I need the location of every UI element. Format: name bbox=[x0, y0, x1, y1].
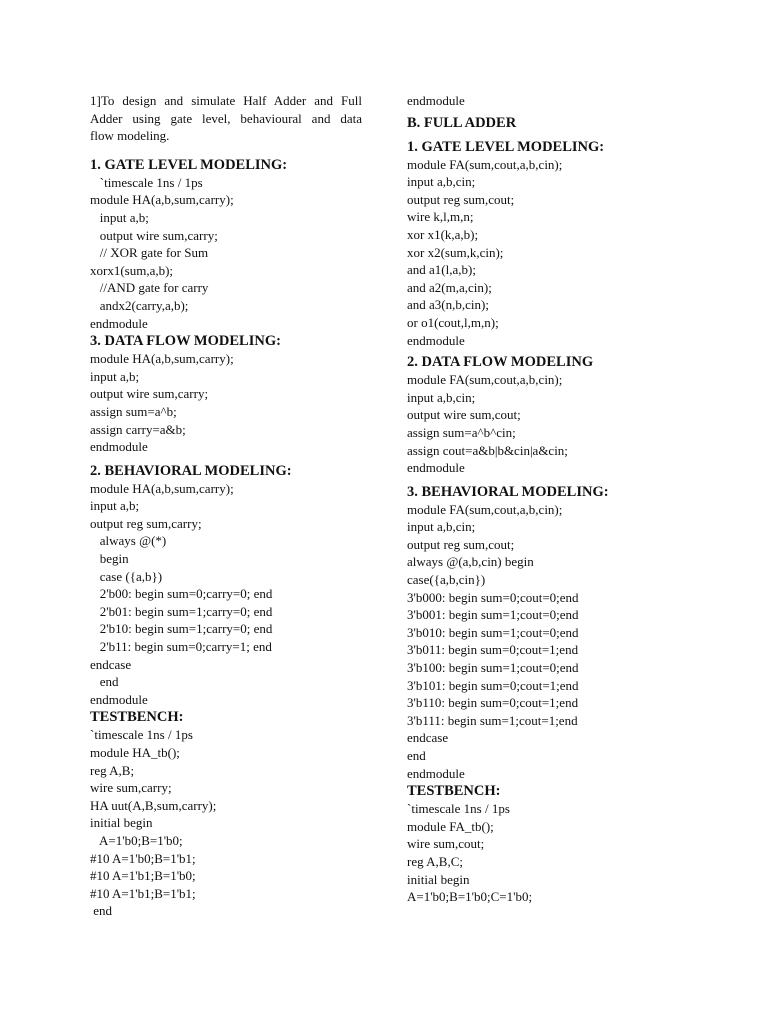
code-line: module HA(a,b,sum,carry); bbox=[90, 480, 234, 496]
ha-testbench-heading: TESTBENCH: bbox=[90, 709, 184, 726]
fa-gate-level-heading: 1. GATE LEVEL MODELING: bbox=[407, 138, 605, 155]
code-line: assign cout=a&b|b&cin|a&cin; bbox=[407, 442, 568, 458]
code-line: begin bbox=[90, 551, 129, 567]
code-line: endmodule bbox=[407, 765, 465, 781]
code-line: endcase bbox=[407, 730, 449, 746]
code-line: end bbox=[90, 674, 119, 690]
code-line: andx2(carry,a,b); bbox=[90, 297, 189, 313]
code-line: 2'b10: begin sum=1;carry=0; end bbox=[90, 621, 273, 637]
code-line: 3'b110: begin sum=0;cout=1;end bbox=[407, 695, 579, 711]
code-line: output reg sum,cout; bbox=[407, 191, 515, 207]
code-line: input a,b,cin; bbox=[407, 174, 476, 190]
code-line: wire sum,cout; bbox=[407, 836, 485, 852]
code-line: and a3(n,b,cin); bbox=[407, 297, 489, 313]
code-line: endmodule bbox=[90, 691, 148, 707]
code-line: input a,b; bbox=[90, 368, 140, 384]
code-line: module FA(sum,cout,a,b,cin); bbox=[407, 501, 563, 517]
code-line: case({a,b,cin}) bbox=[407, 572, 486, 588]
code-line: 3'b001: begin sum=1;cout=0;end bbox=[407, 607, 579, 623]
code-line: module HA_tb(); bbox=[90, 745, 180, 760]
code-line: xorx1(sum,a,b); bbox=[90, 262, 174, 278]
code-line: wire sum,carry; bbox=[90, 780, 172, 796]
code-line: module FA(sum,cout,a,b,cin); bbox=[407, 156, 563, 172]
code-line: output wire sum,cout; bbox=[407, 407, 521, 423]
fa-gate-level-code bbox=[407, 156, 707, 350]
code-line: reg A,B,C; bbox=[407, 853, 463, 869]
fa-behavioral-heading: 3. BEHAVIORAL MODELING: bbox=[407, 483, 609, 500]
code-line: always @(a,b,cin) begin bbox=[407, 554, 534, 570]
intro-line: Adder using gate level, behavioural and data bbox=[90, 110, 362, 126]
code-line: assign carry=a&b; bbox=[90, 421, 186, 437]
code-line: output wire sum,carry; bbox=[90, 386, 209, 402]
code-line: xor x2(sum,k,cin); bbox=[407, 244, 504, 260]
code-line: A=1'b0;B=1'b0;C=1'b0; bbox=[407, 889, 533, 905]
fa-testbench-heading: TESTBENCH: bbox=[407, 783, 501, 800]
fa-dataflow-code bbox=[407, 371, 707, 477]
code-line: 3'b000: begin sum=0;cout=0;end bbox=[407, 589, 579, 605]
code-line: output wire sum,carry; bbox=[90, 227, 218, 243]
code-line: 3'b111: begin sum=1;cout=1;end bbox=[407, 712, 578, 728]
ha-gate-level-code bbox=[90, 174, 362, 332]
code-line: #10 A=1'b1;B=1'b0; bbox=[90, 868, 196, 884]
fa-dataflow-heading: 2. DATA FLOW MODELING bbox=[407, 354, 594, 371]
code-line: or o1(cout,l,m,n); bbox=[407, 314, 499, 330]
ha-dataflow-heading: 3. DATA FLOW MODELING: bbox=[90, 333, 281, 350]
intro-line: flow modeling. bbox=[90, 128, 170, 144]
code-line: reg A,B; bbox=[90, 762, 135, 778]
ha-testbench-code bbox=[90, 726, 362, 920]
fa-testbench-code bbox=[407, 800, 707, 906]
code-line: end bbox=[407, 748, 426, 763]
code-line: HA uut(A,B,sum,carry); bbox=[90, 797, 217, 813]
code-line: #10 A=1'b0;B=1'b1; bbox=[90, 850, 196, 866]
code-line: module FA_tb(); bbox=[407, 818, 494, 834]
code-line: assign sum=a^b^cin; bbox=[407, 424, 516, 440]
code-line: //AND gate for carry bbox=[90, 280, 209, 296]
code-line: 2'b11: begin sum=0;carry=1; end bbox=[90, 639, 272, 655]
ha-behavioral-code bbox=[90, 480, 362, 709]
code-line: `timescale 1ns / 1ps bbox=[407, 801, 510, 817]
code-line: endmodule bbox=[407, 93, 465, 108]
code-line: input a,b; bbox=[90, 209, 149, 225]
code-line: always @(*) bbox=[90, 533, 167, 549]
code-line: initial begin bbox=[407, 871, 470, 887]
right-top-code bbox=[407, 92, 707, 110]
code-line: input a,b,cin; bbox=[407, 519, 476, 535]
code-line: 3'b101: begin sum=0;cout=1;end bbox=[407, 677, 579, 693]
code-line: assign sum=a^b; bbox=[90, 403, 177, 419]
ha-dataflow-code bbox=[90, 350, 362, 456]
code-line: A=1'b0;B=1'b0; bbox=[90, 832, 183, 848]
fa-behavioral-code bbox=[407, 501, 707, 783]
code-line: output reg sum,cout; bbox=[407, 536, 515, 552]
code-line: and a1(l,a,b); bbox=[407, 262, 476, 278]
code-line: endmodule bbox=[407, 460, 465, 476]
ha-behavioral-heading: 2. BEHAVIORAL MODELING: bbox=[90, 462, 292, 479]
code-line: input a,b,cin; bbox=[407, 389, 476, 405]
code-line: 2'b01: begin sum=1;carry=0; end bbox=[90, 603, 273, 619]
code-line: 3'b011: begin sum=0;cout=1;end bbox=[407, 642, 579, 658]
code-line: initial begin bbox=[90, 815, 153, 831]
left-column bbox=[90, 92, 362, 920]
code-line: module FA(sum,cout,a,b,cin); bbox=[407, 372, 563, 388]
code-line: output reg sum,carry; bbox=[90, 515, 202, 531]
code-line: module HA(a,b,sum,carry); bbox=[90, 192, 234, 208]
code-line: `timescale 1ns / 1ps bbox=[90, 727, 193, 743]
code-line: `timescale 1ns / 1ps bbox=[90, 174, 203, 190]
code-line: case ({a,b}) bbox=[90, 568, 163, 584]
ha-gate-level-heading: 1. GATE LEVEL MODELING: bbox=[90, 156, 288, 173]
code-line: 3'b100: begin sum=1;cout=0;end bbox=[407, 660, 579, 676]
code-line: endmodule bbox=[90, 315, 148, 331]
full-adder-section-title: B. FULL ADDER bbox=[407, 114, 517, 131]
code-line: // XOR gate for Sum bbox=[90, 245, 209, 261]
code-line: endcase bbox=[90, 656, 132, 672]
code-line: 3'b010: begin sum=1;cout=0;end bbox=[407, 624, 579, 640]
code-line: xor x1(k,a,b); bbox=[407, 226, 479, 242]
code-line: and a2(m,a,cin); bbox=[407, 279, 492, 295]
code-line: wire k,l,m,n; bbox=[407, 209, 474, 225]
code-line: end bbox=[90, 903, 113, 919]
intro-paragraph bbox=[90, 92, 362, 145]
code-line: 2'b00: begin sum=0;carry=0; end bbox=[90, 586, 273, 602]
code-line: endmodule bbox=[407, 332, 465, 348]
right-column bbox=[407, 92, 707, 906]
intro-line: 1]To design and simulate Half Adder and Full bbox=[90, 93, 362, 108]
code-line: module HA(a,b,sum,carry); bbox=[90, 351, 234, 367]
code-line: input a,b; bbox=[90, 498, 140, 514]
code-line: #10 A=1'b1;B=1'b1; bbox=[90, 885, 196, 901]
code-line: endmodule bbox=[90, 439, 148, 455]
